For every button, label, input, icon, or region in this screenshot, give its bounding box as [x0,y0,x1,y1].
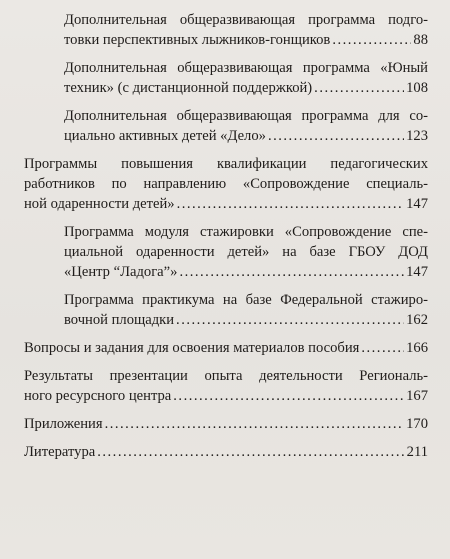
page-number: 147 [406,264,428,280]
toc-entry-text: Дополнительная общеразвивающая программа подго- [64,12,428,28]
table-of-contents [0,10,450,470]
dot-leader [179,262,404,282]
dot-leader [332,30,411,50]
toc-entry-young-technician-program [64,58,428,98]
toc-entry-ski-racers-program [64,10,428,50]
toc-entry-questions [24,338,428,358]
page-number: 88 [413,32,428,48]
dot-leader [173,386,404,406]
toc-entry-text: Приложения [24,416,103,432]
dot-leader [105,414,405,434]
dot-leader [314,78,404,98]
page-number: 167 [406,388,428,404]
dot-leader [176,310,404,330]
toc-entry-internship-module [64,222,428,282]
toc-entry-text: работников по направлению «Сопровождение специаль- [24,176,428,192]
toc-entry-text: Дополнительная общеразвивающая программа для со- [64,108,428,124]
toc-entry-text: Программа практикума на базе Федеральной стажиро- [64,292,428,308]
toc-entry-text: Программа модуля стажировки «Сопровождение спе- [64,224,428,240]
toc-entry-text: «Центр “Ладога”» [64,264,178,280]
toc-entry-text: товки перспективных лыжников-гонщиков [64,32,331,48]
toc-entry-literature [24,442,428,462]
toc-entry-text: циально активных детей «Дело» [64,128,266,144]
page-number: 108 [406,80,428,96]
toc-entry-text: техник» (с дистанционной поддержкой) [64,80,313,96]
toc-entry-text: Дополнительная общеразвивающая программа «Юный [64,60,428,76]
toc-entry-text: Программы повышения квалификации педагогических [24,156,428,172]
toc-entry-practicum-program [64,290,428,330]
dot-leader [177,194,405,214]
toc-entry-text: ной одаренности детей» [24,196,175,212]
page-number: 211 [406,444,428,460]
dot-leader [268,126,404,146]
toc-entry-results [24,366,428,406]
page-number: 162 [406,312,428,328]
page-number: 147 [406,196,428,212]
page-number: 170 [406,416,428,432]
toc-entry-text: Литература [24,444,96,460]
toc-entry-text: Вопросы и задания для освоения материалов пособия [24,340,360,356]
page-number: 123 [406,128,428,144]
toc-entry-text: вочной площадки [64,312,175,328]
toc-entry-appendices [24,414,428,434]
toc-entry-delo-program [64,106,428,146]
dot-leader [97,442,404,462]
toc-entry-qualification-programs [24,154,428,214]
toc-entry-text: Результаты презентации опыта деятельности Региональ- [24,368,428,384]
toc-entry-text: ного ресурсного центра [24,388,172,404]
toc-entry-text: циальной одаренности детей» на базе ГБОУ ДОД [64,244,428,260]
dot-leader [361,338,404,358]
page-number: 166 [406,340,428,356]
